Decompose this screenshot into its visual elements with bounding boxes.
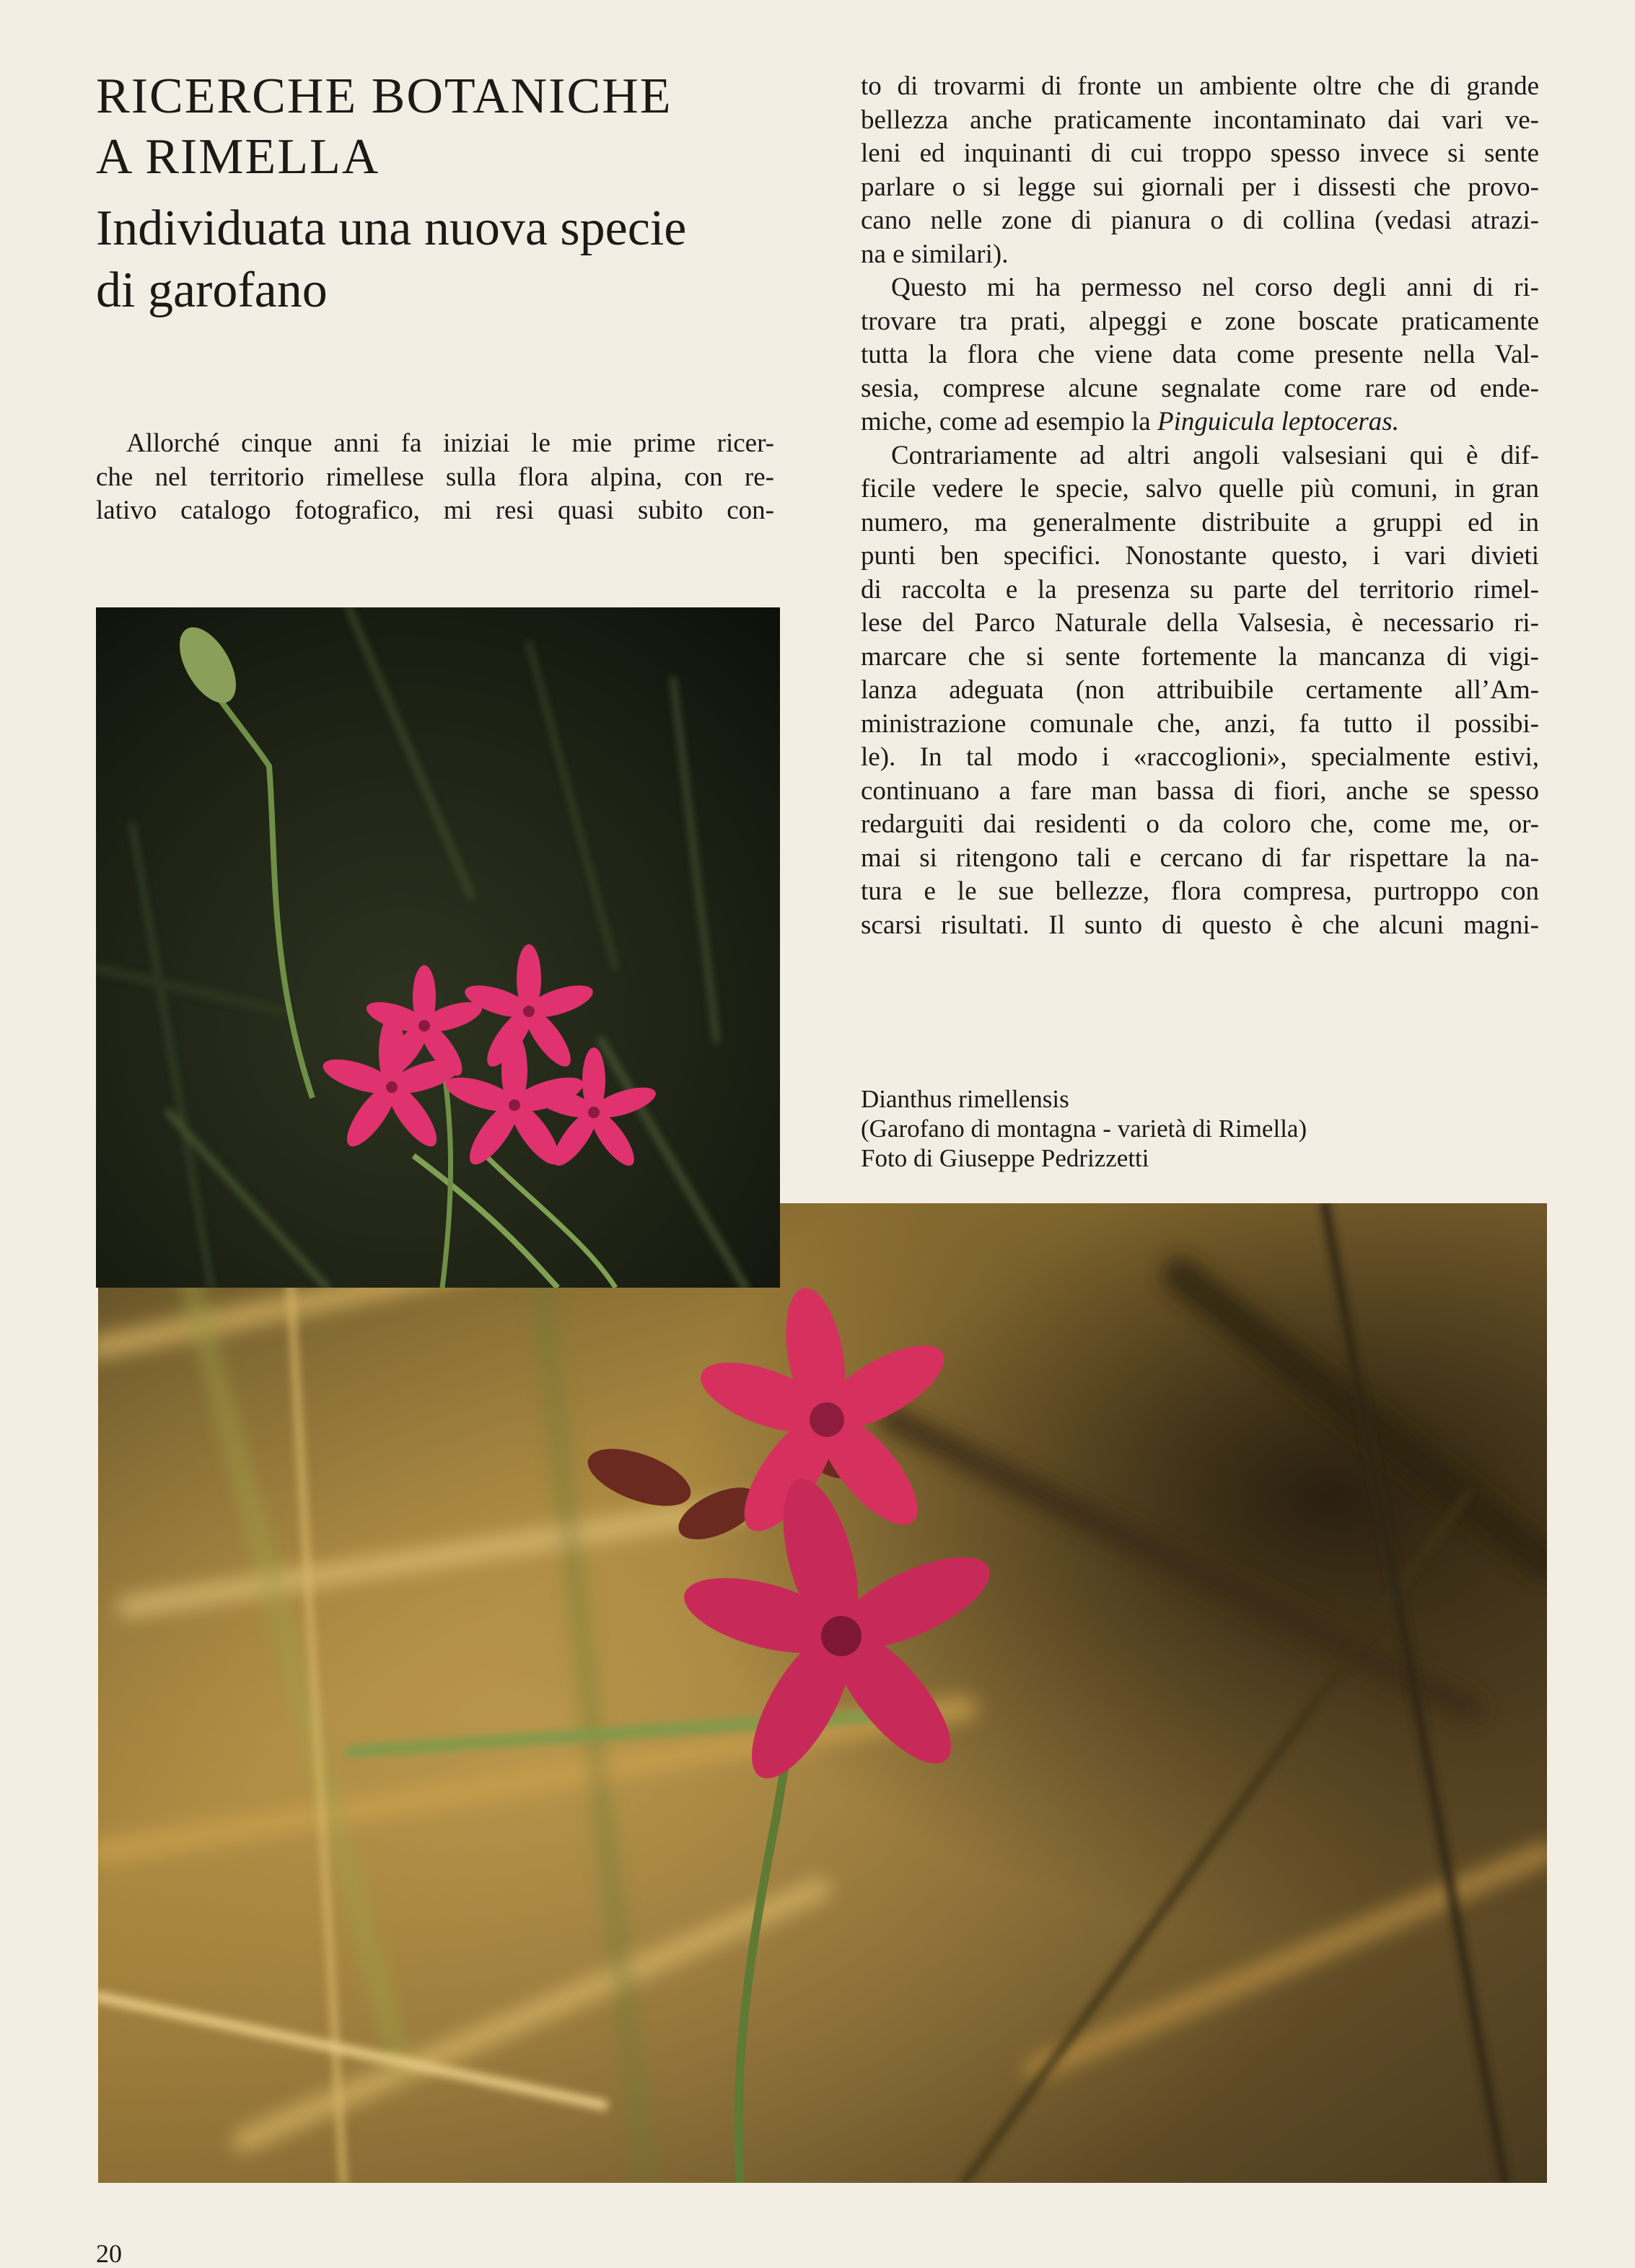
caption-common-name: (Garofano di montagna - varietà di Rimella) <box>861 1115 1307 1143</box>
right-line: mai si ritengono tali e cercano di far rispettare la na- <box>861 843 1539 873</box>
right-line: sesia, comprese alcune segnalate come rare od ende- <box>861 373 1539 403</box>
right-line: bellezza anche praticamente incontaminato dai vari ve- <box>861 105 1539 135</box>
caption-credit: Foto di Giuseppe Pedrizzetti <box>861 1144 1149 1172</box>
left-line: lativo catalogo fotografico, mi resi quasi subito con- <box>96 496 774 525</box>
top-flower-photo <box>96 607 780 1288</box>
right-line: lanza adeguata (non attribuibile certamente all’Am- <box>861 675 1539 705</box>
right-line: trovare tra prati, alpeggi e zone boscate praticamente <box>861 306 1539 336</box>
right-line: Questo mi ha permesso nel corso degli anni di ri- <box>891 273 1539 302</box>
right-line: lese del Parco Naturale della Valsesia, è necessario ri- <box>861 608 1539 638</box>
right-line: leni ed inquinanti di cui troppo spesso invece si sente <box>861 139 1539 168</box>
top-photo-illustration <box>96 607 780 1288</box>
right-line: to di trovarmi di fronte un ambiente oltre che di grande <box>861 71 1539 101</box>
right-line: marcare che si sente fortemente la mancanza di vigi- <box>861 641 1539 672</box>
right-line-with-italic <box>861 405 1539 439</box>
subtitle-line-2: di garofano <box>96 263 328 318</box>
left-column-text <box>96 427 774 528</box>
right-line: redarguiti dai residenti o da coloro che, come me, or- <box>861 809 1539 839</box>
right-line: numero, ma generalmente distribuite a gruppi ed in <box>861 507 1539 537</box>
subtitle-line-1: Individuata una nuova specie <box>96 201 687 256</box>
left-line: Allorché cinque anni fa iniziai le mie prime ricer- <box>126 428 774 458</box>
right-line: continuano a fare man bassa di fiori, anche se spesso <box>861 775 1539 806</box>
right-line: tutta la flora che viene data come presente nella Val- <box>861 340 1539 369</box>
right-line: parlare o si legge sui giornali per i dissesti che provo- <box>861 172 1539 202</box>
caption-species: Dianthus rimellensis <box>861 1085 1069 1113</box>
right-line: cano nelle zone di pianura o di collina (vedasi atrazi- <box>861 206 1539 235</box>
right-column-text <box>861 70 1539 942</box>
article-title <box>96 66 818 188</box>
title-line-1: RICERCHE BOTANICHE <box>96 69 672 124</box>
right-line: le). In tal modo i «raccoglioni», specialmente estivi, <box>861 742 1539 772</box>
right-line: punti ben specifici. Nonostante questo, i vari divieti <box>861 541 1539 571</box>
right-line: Contrariamente ad altri angoli valsesiani qui è dif- <box>891 440 1539 470</box>
title-line-2: A RIMELLA <box>96 129 380 185</box>
right-line: scarsi risultati. Il sunto di questo è che alcuni magni- <box>861 910 1539 940</box>
left-line: che nel territorio rimellese sulla flora alpina, con re- <box>96 462 774 492</box>
right-line: na e similari). <box>861 239 1009 269</box>
photo-caption <box>861 1084 1510 1173</box>
bottom-flower-photo <box>98 1203 1547 2183</box>
page-number: 20 <box>96 2239 122 2268</box>
right-line: ministrazione comunale che, anzi, fa tutto il possibi- <box>861 708 1539 739</box>
right-line: ficile vedere le specie, salvo quelle più comuni, in gran <box>861 474 1539 504</box>
species-name-italic: Pinguicula leptoceras. <box>1157 407 1399 436</box>
article-subtitle <box>96 198 818 322</box>
plain-text: miche, come ad esempio la <box>861 407 1157 436</box>
bottom-photo-illustration <box>98 1203 1547 2183</box>
right-line: tura e le sue bellezze, flora compresa, purtroppo con <box>861 876 1539 906</box>
right-line: di raccolta e la presenza su parte del territorio rimel- <box>861 574 1539 605</box>
